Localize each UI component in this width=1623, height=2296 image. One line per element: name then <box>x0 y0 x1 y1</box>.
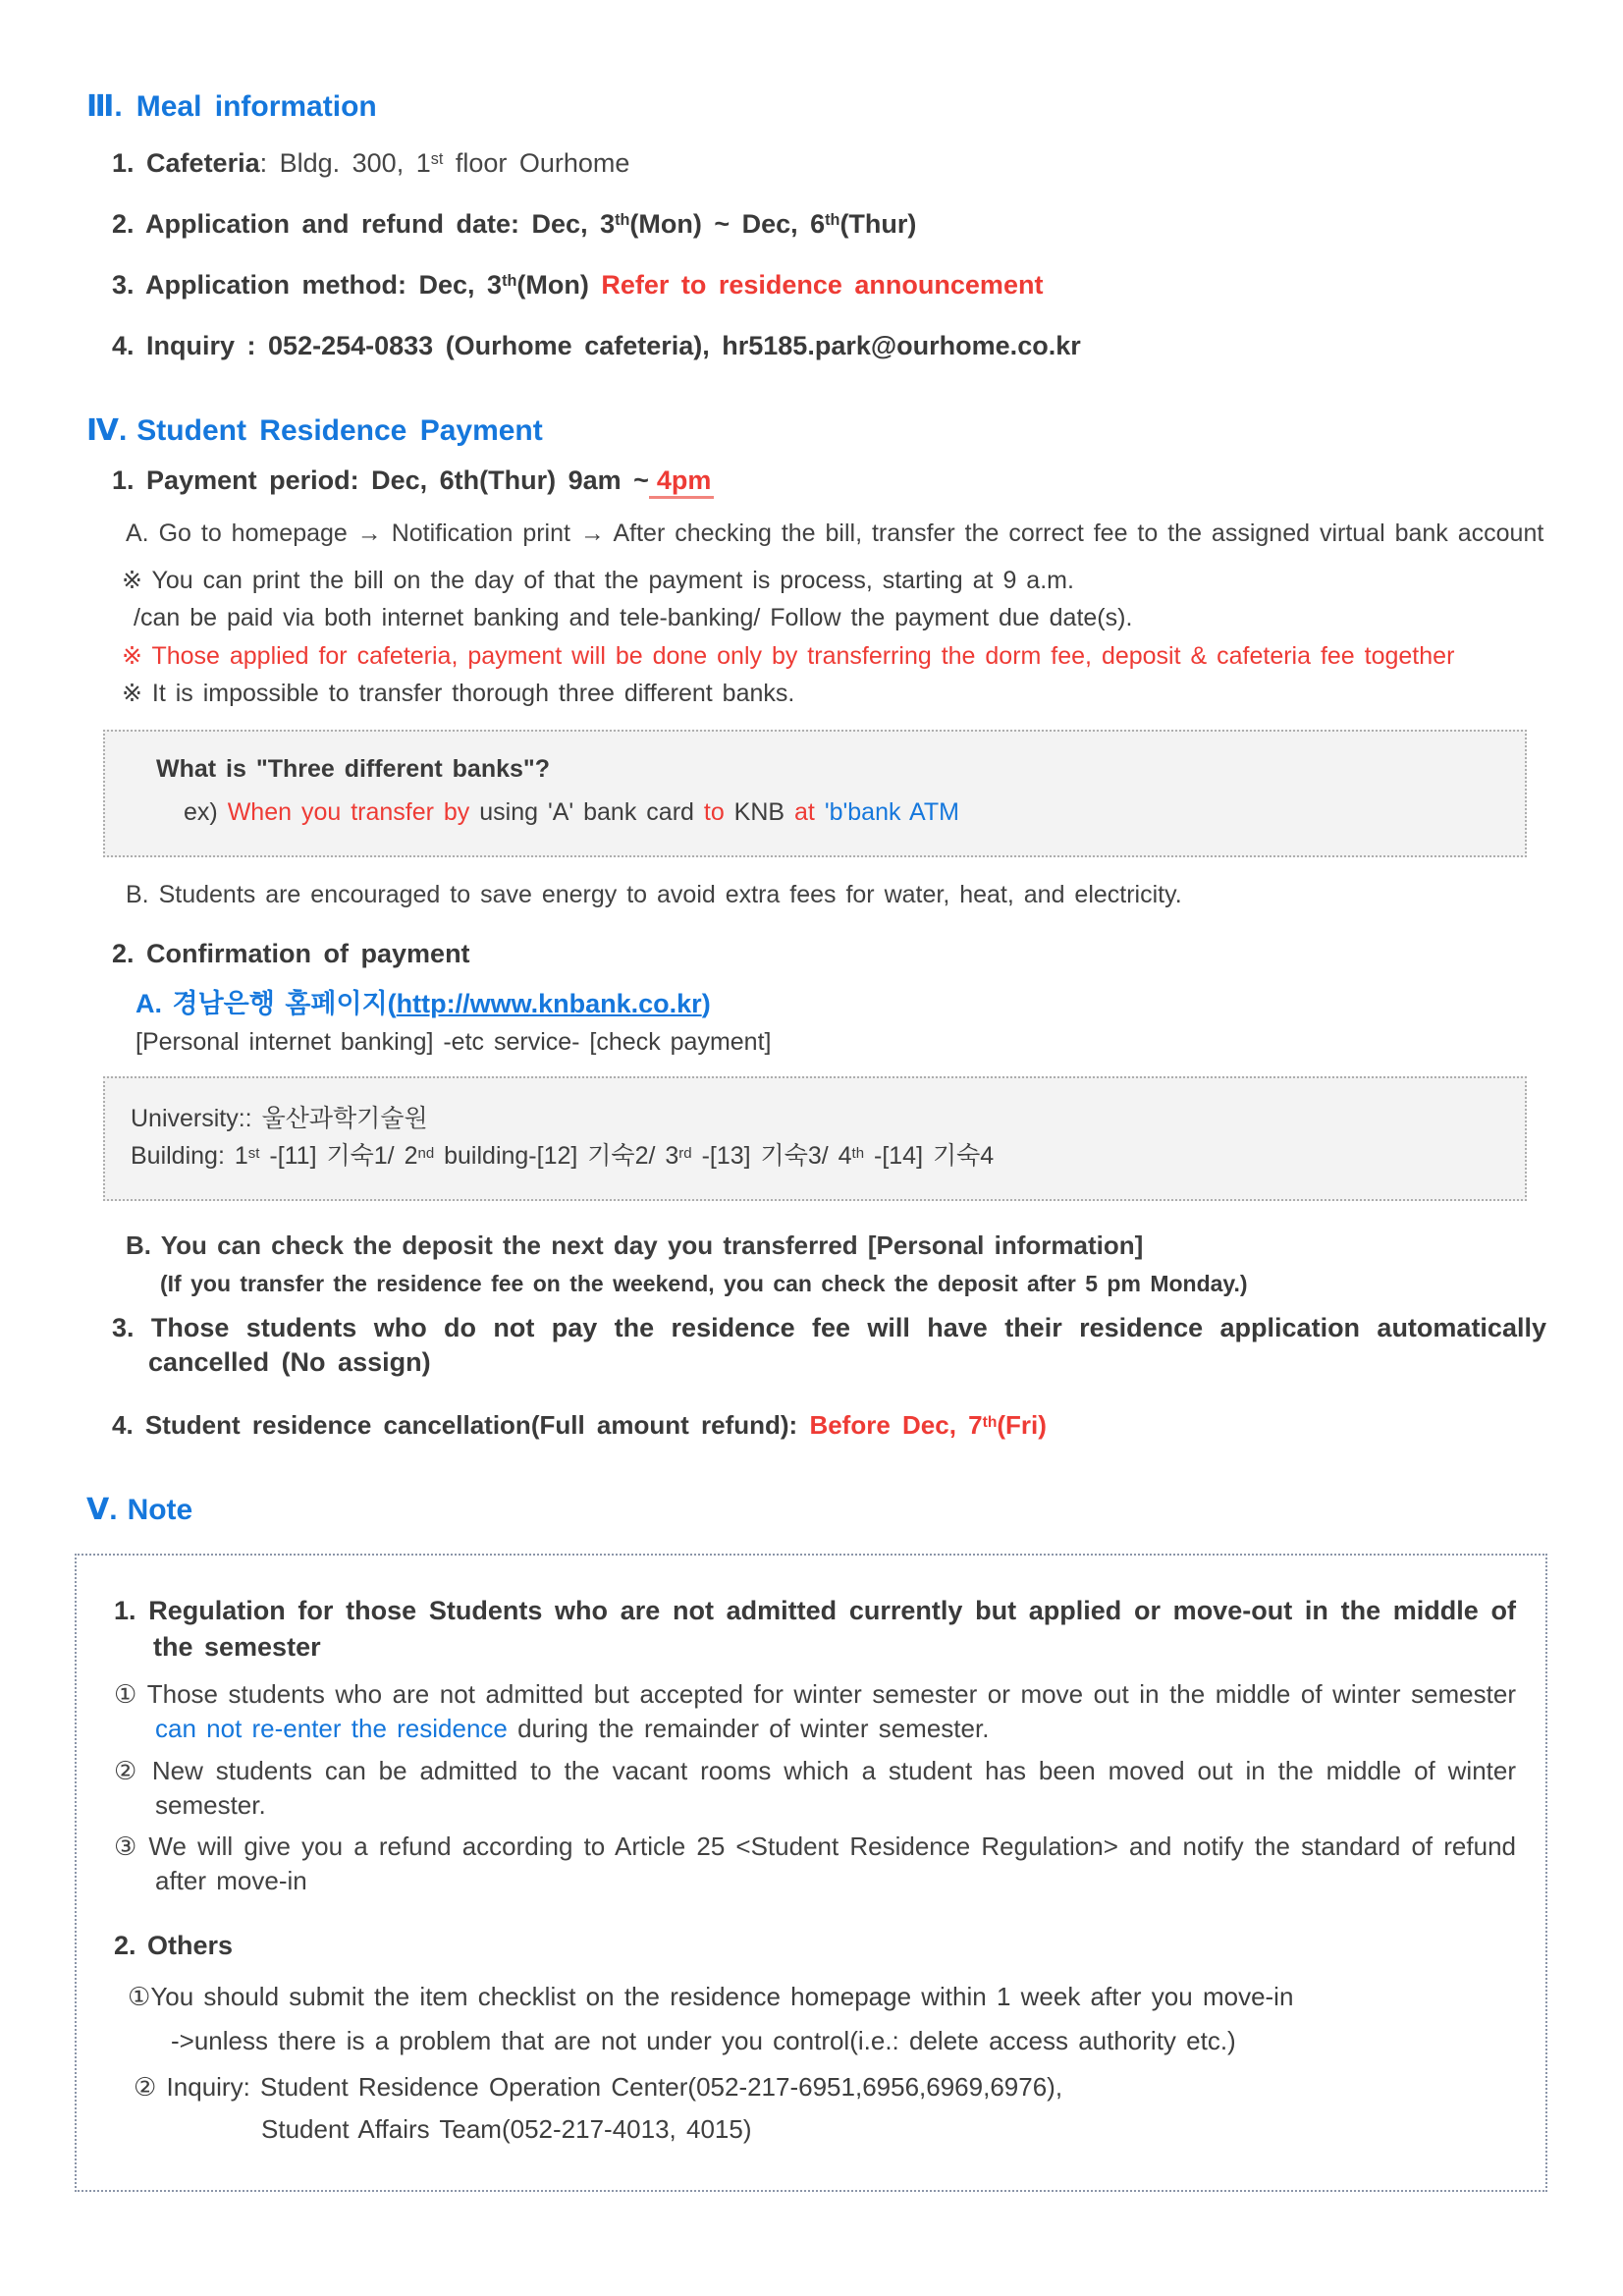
ordinal-suffix: th <box>502 272 517 291</box>
others-heading <box>114 1928 1516 1964</box>
others-clause-2-cont: Student Affairs Team(052-217-4013, 4015) <box>261 2114 752 2145</box>
meal-item-inquiry <box>112 329 1546 363</box>
item-text: Inquiry : 052-254-0833 (Ourhome cafeteria), hr5185.park@ourhome.co.kr <box>146 330 1081 360</box>
section-number: Ⅲ. <box>86 90 123 123</box>
non-payment-item <box>112 1311 1546 1380</box>
three-banks-info-box <box>103 730 1527 857</box>
item-text: Go to homepage → Notification print → After checking the bill, transfer the correct fee to the assigned virtual bank account <box>158 519 1544 548</box>
item-text: Payment period: Dec, 6th(Thur) 9am ~ <box>146 465 649 496</box>
bank-account-info-box <box>103 1076 1527 1202</box>
info-box-example <box>184 795 1505 830</box>
regulation-clause-2 <box>114 1754 1516 1823</box>
item-number: 2. <box>112 208 135 239</box>
deadline-red-text: (Fri) <box>997 1410 1047 1441</box>
clause-text: during the remainder of winter semester. <box>507 1713 990 1743</box>
ordinal-suffix: rd <box>678 1144 692 1162</box>
section-note <box>86 1494 1546 2192</box>
item-number: 2. <box>114 1931 136 1961</box>
deadline-red-text: Before Dec, 7 <box>809 1410 983 1441</box>
item-text: (Mon) ~ Dec, 6 <box>629 208 826 239</box>
payment-period-item <box>112 464 1546 498</box>
building-text: -[14] 기숙4 <box>864 1142 995 1171</box>
others-clause-2 <box>134 2072 1516 2103</box>
payment-note-2-red: ※ Those applied for cafeteria, payment will be done only by transferring the dorm fee, deposit & cafeteria fee together <box>122 641 1455 670</box>
item-text: (Thur) <box>839 208 917 239</box>
example-red-text: When you transfer by <box>227 797 480 826</box>
item-number: 2. <box>112 939 135 969</box>
regulation-clause-3 <box>114 1830 1516 1898</box>
building-codes-line <box>131 1137 1505 1175</box>
item-text: floor Ourhome <box>443 147 630 178</box>
ordinal-suffix: th <box>615 211 630 230</box>
note-box <box>75 1554 1547 2193</box>
circled-number: ① <box>128 1982 151 2012</box>
item-text: (Mon) <box>516 269 602 300</box>
item-letter: A. <box>126 519 149 548</box>
ordinal-suffix: th <box>982 1414 998 1432</box>
circled-number: ② <box>134 2072 157 2103</box>
section-payment-heading <box>86 414 1546 449</box>
ordinal-suffix: nd <box>417 1144 435 1162</box>
bank-menu-path: [Personal internet banking] -etc service- [check payment] <box>135 1027 772 1056</box>
payment-note-1: ※ You can print the bill on the day of that the payment is process, starting at 9 a.m. <box>122 566 1074 594</box>
ordinal-suffix: th <box>825 211 840 230</box>
section-title: Meal information <box>135 90 377 123</box>
clause-text: We will give you a refund according to Article 25 <Student Residence Regulation> and notify the standard of refund after move-in <box>148 1831 1516 1896</box>
item-letter: B. <box>126 880 149 908</box>
item-number: 1. <box>112 465 135 496</box>
item-number: 4. <box>112 330 135 360</box>
confirmation-item <box>112 937 1546 971</box>
payment-note-1-cont: /can be paid via both internet banking and tele-banking/ Follow the payment due date(s). <box>134 604 1133 632</box>
deadline-time: 4pm <box>649 465 715 499</box>
building-text: Building: 1 <box>131 1142 248 1171</box>
item-text: Confirmation of payment <box>146 939 470 969</box>
example-prefix: ex) <box>184 797 228 826</box>
clause-text: Inquiry: Student Residence Operation Center(052-217-6951,6956,6969,6976), <box>166 2072 1063 2103</box>
clause-text: You should submit the item checklist on the residence homepage within 1 week after you move-in <box>150 1982 1294 2012</box>
clause-blue-text: can not re-enter the residence <box>155 1713 508 1743</box>
item-text: Students are encouraged to save energy to avoid extra fees for water, heat, and electricity. <box>158 880 1182 908</box>
payment-note-3: ※ It is impossible to transfer thorough three different banks. <box>122 680 795 708</box>
ordinal-suffix: st <box>430 150 444 169</box>
bank-name: A. 경남은행 홈페이지( <box>135 988 397 1018</box>
item-text: Application and refund date: Dec, 3 <box>145 208 616 239</box>
circled-number: ③ <box>114 1831 138 1862</box>
item-number: 4. <box>112 1410 134 1441</box>
payment-step-a <box>126 518 1546 551</box>
example-text: using 'A' bank card <box>479 797 704 826</box>
info-box-title: What is "Three different banks"? <box>156 754 551 783</box>
circled-number: ② <box>114 1755 139 1785</box>
building-text: building-[12] 기숙2/ 3 <box>434 1142 679 1171</box>
clause-text: Those students who are not admitted but accepted for winter semester or move out in the middle of winter semester <box>146 1679 1516 1710</box>
section-title: Note <box>127 1494 193 1527</box>
meal-item-application-method <box>112 268 1546 302</box>
red-notice: Refer to residence announcement <box>601 269 1044 300</box>
section-meal <box>86 90 1546 363</box>
building-text: -[11] 기숙1/ 2 <box>259 1142 418 1171</box>
bank-homepage-line <box>135 982 1546 1020</box>
clause-text: New students can be admitted to the vacant rooms which a student has been moved out in the middle of winter semester. <box>151 1755 1516 1820</box>
section-payment <box>86 414 1546 1443</box>
item-number: 1. <box>112 147 135 178</box>
others-clause-1-cont: ->unless there is a problem that are not under you control(i.e.: delete access authority etc.) <box>171 2026 1236 2056</box>
regulation-clause-1 <box>114 1677 1516 1746</box>
meal-item-cafeteria <box>112 146 1546 181</box>
item-number: 3. <box>112 1313 135 1343</box>
others-clause-1 <box>128 1982 1516 2012</box>
item-text: Regulation for those Students who are not admitted currently but applied or move-out in the middle of the semester <box>148 1595 1516 1662</box>
deposit-check-line: B. You can check the deposit the next day you transferred [Personal information] <box>126 1230 1144 1261</box>
building-text: -[13] 기숙3/ 4 <box>691 1142 852 1171</box>
bank-url-link[interactable]: http://www.knbank.co.kr <box>396 988 702 1018</box>
deposit-check-weekend-note: (If you transfer the residence fee on the weekend, you can check the deposit after 5 pm Monday.) <box>160 1271 1248 1297</box>
ordinal-suffix: st <box>247 1144 260 1162</box>
item-text: Student residence cancellation(Full amount refund): <box>144 1410 810 1441</box>
section-meal-heading <box>86 90 1546 125</box>
payment-step-b <box>126 879 1546 912</box>
section-number: Ⅳ. <box>86 413 128 447</box>
circled-number: ① <box>114 1679 137 1710</box>
section-note-heading <box>86 1494 1546 1528</box>
item-text: Application method: Dec, 3 <box>145 269 503 300</box>
item-text: Others <box>147 1931 234 1961</box>
meal-item-refund-date <box>112 207 1546 242</box>
university-name-line: University:: 울산과학기술원 <box>131 1104 428 1132</box>
cancellation-item <box>112 1409 1546 1443</box>
ordinal-suffix: th <box>851 1144 865 1162</box>
example-text: KNB <box>733 797 795 826</box>
example-blue-text: 'b'bank ATM <box>824 797 959 826</box>
item-text: : Bldg. 300, 1 <box>259 147 431 178</box>
section-number: Ⅴ. <box>86 1494 118 1527</box>
section-title: Student Residence Payment <box>136 413 543 447</box>
item-number: 3. <box>112 269 135 300</box>
item-text: Those students who do not pay the residence fee will have their residence application automatically cancelled (No assign) <box>148 1313 1546 1378</box>
bank-name-close: ) <box>701 988 711 1018</box>
item-label: Cafeteria <box>146 147 260 178</box>
item-number: 1. <box>114 1595 136 1625</box>
example-red-text: to <box>703 797 734 826</box>
example-red-text: at <box>794 797 825 826</box>
regulation-heading <box>114 1593 1516 1667</box>
